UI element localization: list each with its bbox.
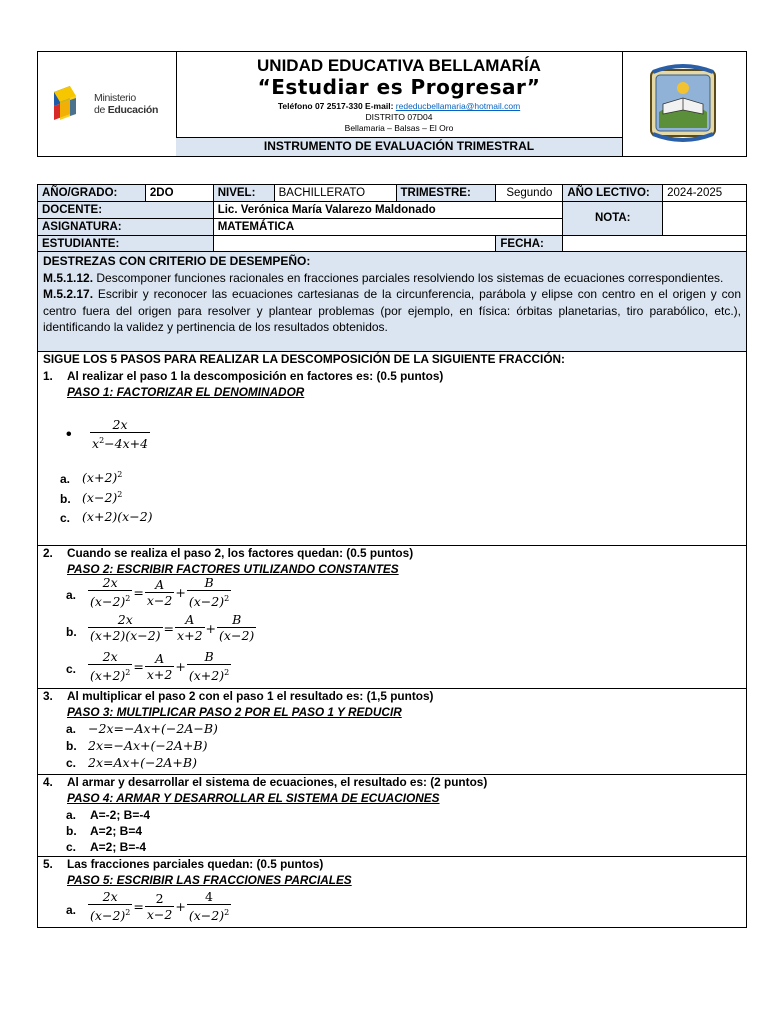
skills-title: DESTREZAS CON CRITERIO DE DESEMPEÑO:	[43, 254, 311, 268]
q2-option-c-label: c.	[66, 662, 77, 676]
school-name: UNIDAD EDUCATIVA BELLAMARÍA	[257, 56, 541, 75]
grade-score-label: NOTA:	[563, 202, 663, 236]
q4-option-b[interactable]: A=2; B=4	[90, 824, 143, 838]
q3-option-c[interactable]: 2x=Ax+(−2A+B)	[88, 755, 197, 770]
ministry-logo	[38, 52, 177, 156]
email-link[interactable]: rededucbellamaria@hotmail.com	[395, 101, 521, 111]
teacher-value: Lic. Verónica María Valarezo Maldonado	[213, 202, 563, 219]
teacher-label: DOCENTE:	[38, 202, 214, 219]
header-center	[176, 52, 622, 156]
question-5	[38, 856, 746, 927]
q1-title: Al realizar el paso 1 la descomposición en factores es: (0.5 puntos)	[67, 369, 444, 383]
district: DISTRITO 07D04	[365, 112, 433, 122]
skill-2-text: Escribir y reconocer las ecuaciones cartesianas de la circunferencia, parábola y elipse con centro en el origen y con centro fuera del origen para resolver y plantear problemas (por ejemplo, en física: órbitas planetarias, tiro parabólico, etc.), identificando la validez y pertinencia de los resultados obtenidos.	[43, 287, 741, 334]
ministry-line2-prefix: de	[94, 104, 108, 116]
level-value: BACHILLERATO	[274, 185, 396, 202]
q2-option-a-label: a.	[66, 588, 77, 602]
steps-intro: SIGUE LOS 5 PASOS PARA REALIZAR LA DESCOMPOSICIÓN DE LA SIGUIENTE FRACCIÓN:	[43, 352, 565, 366]
crest-icon	[623, 52, 747, 156]
student-label: ESTUDIANTE:	[38, 236, 214, 253]
date-field[interactable]	[563, 236, 747, 253]
ministry-line2-bold: Educación	[107, 104, 159, 116]
q1-number: 1.	[43, 369, 53, 383]
q2-title: Cuando se realiza el paso 2, los factores quedan: (0.5 puntos)	[67, 546, 414, 560]
subject-label: ASIGNATURA:	[38, 219, 214, 236]
q1-option-b-label: b.	[60, 492, 71, 506]
date-label: FECHA:	[496, 236, 563, 253]
q3-number: 3.	[43, 689, 53, 703]
q2-option-b[interactable]: $\frac{2x}{(x+2)(x-2)}$ = $\frac{A}{x+2}$ + $\frac{B}{(x-2)}$	[90, 612, 255, 643]
q3-option-a[interactable]: −2x=−Ax+(−2A−B)	[88, 721, 218, 736]
q3-option-a-label: a.	[66, 722, 77, 736]
q1-bullet: •	[66, 426, 72, 443]
q4-option-c[interactable]: A=2; B=-4	[90, 840, 147, 854]
q1-option-c-label: c.	[60, 511, 71, 525]
phone-label: Teléfono 07 2517-330 E-mail:	[277, 101, 394, 111]
q1-option-c[interactable]: (x+2)(x−2)	[82, 509, 153, 524]
term-value: Segundo	[496, 185, 563, 202]
q5-title: Las fracciones parciales quedan: (0.5 puntos)	[67, 857, 324, 871]
level-label: NIVEL:	[213, 185, 274, 202]
q2-option-b-label: b.	[66, 625, 77, 639]
q4-option-a[interactable]: A=-2; B=-4	[90, 808, 151, 822]
grade-value: 2DO	[145, 185, 213, 202]
q5-number: 5.	[43, 857, 53, 871]
student-info-table	[37, 184, 747, 253]
question-2	[38, 545, 746, 689]
question-1	[38, 352, 746, 546]
q3-option-b[interactable]: 2x=−Ax+(−2A+B)	[88, 738, 208, 753]
q1-option-a[interactable]: $(x+2)^2$	[82, 470, 123, 486]
q2-option-a[interactable]: $\frac{2x}{(x-2)^2}$ = $\frac{A}{x-2}$ + $\frac{B}{(x-2)^2}$	[90, 575, 230, 610]
q4-number: 4.	[43, 775, 53, 789]
q1-option-b[interactable]: $(x-2)^2$	[82, 490, 123, 506]
term-label: TRIMESTRE:	[396, 185, 496, 202]
skill-1-text: Descomponer funciones racionales en fracciones parciales resolviendo los sistemas de ecuaciones correspondientes.	[93, 270, 724, 285]
q2-step: PASO 2: ESCRIBIR FACTORES UTILIZANDO CONSTANTES	[67, 562, 399, 576]
skill-1-code: M.5.1.12.	[43, 270, 94, 285]
question-3	[38, 688, 746, 775]
document-header	[37, 51, 747, 157]
q4-step: PASO 4: ARMAR Y DESARROLLAR EL SISTEMA DE ECUACIONES	[67, 791, 440, 805]
subject-value: MATEMÁTICA	[213, 219, 563, 236]
q4-option-b-label: b.	[66, 824, 77, 838]
q1-fraction: $\frac{2x}{x^2-4x+4}$	[92, 417, 149, 452]
grade-label: AÑO/GRADO:	[38, 185, 146, 202]
grade-score-field[interactable]	[663, 202, 747, 236]
q3-title: Al multiplicar el paso 2 con el paso 1 el resultado es: (1,5 puntos)	[67, 689, 434, 703]
q1-option-a-label: a.	[60, 472, 71, 486]
school-motto: “Estudiar es Progresar”	[257, 75, 541, 99]
q2-option-c[interactable]: $\frac{2x}{(x+2)^2}$ = $\frac{A}{x+2}$ + $\frac{B}{(x+2)^2}$	[90, 649, 230, 684]
ministry-line1: Ministerio	[94, 92, 136, 104]
q3-step: PASO 3: MULTIPLICAR PASO 2 POR EL PASO 1 Y REDUCIR	[67, 705, 402, 719]
q3-option-b-label: b.	[66, 739, 77, 753]
q4-option-a-label: a.	[66, 808, 77, 822]
skill-2-code: M.5.2.17.	[43, 287, 94, 301]
q5-option-a-label: a.	[66, 903, 77, 917]
location: Bellamaria – Balsas – El Oro	[344, 123, 454, 133]
q5-option-a[interactable]: $\frac{2x}{(x-2)^2}$ = $\frac{2}{x-2}$ + $\frac{4}{(x-2)^2}$	[90, 889, 230, 924]
q5-step: PASO 5: ESCRIBIR LAS FRACCIONES PARCIALES	[67, 873, 352, 887]
q4-option-c-label: c.	[66, 840, 77, 854]
school-year-value: 2024-2025	[663, 185, 747, 202]
student-field[interactable]	[213, 236, 496, 253]
school-crest	[622, 52, 747, 156]
instrument-title: INSTRUMENTO DE EVALUACIÓN TRIMESTRAL	[176, 137, 622, 156]
q2-number: 2.	[43, 546, 53, 560]
skills-section	[38, 252, 746, 352]
q3-option-c-label: c.	[66, 756, 77, 770]
question-4	[38, 774, 746, 857]
q1-step: PASO 1: FACTORIZAR EL DENOMINADOR	[67, 385, 305, 399]
exam-body	[37, 251, 747, 928]
q4-title: Al armar y desarrollar el sistema de ecuaciones, el resultado es: (2 puntos)	[67, 775, 488, 789]
school-year-label: AÑO LECTIVO:	[563, 185, 663, 202]
